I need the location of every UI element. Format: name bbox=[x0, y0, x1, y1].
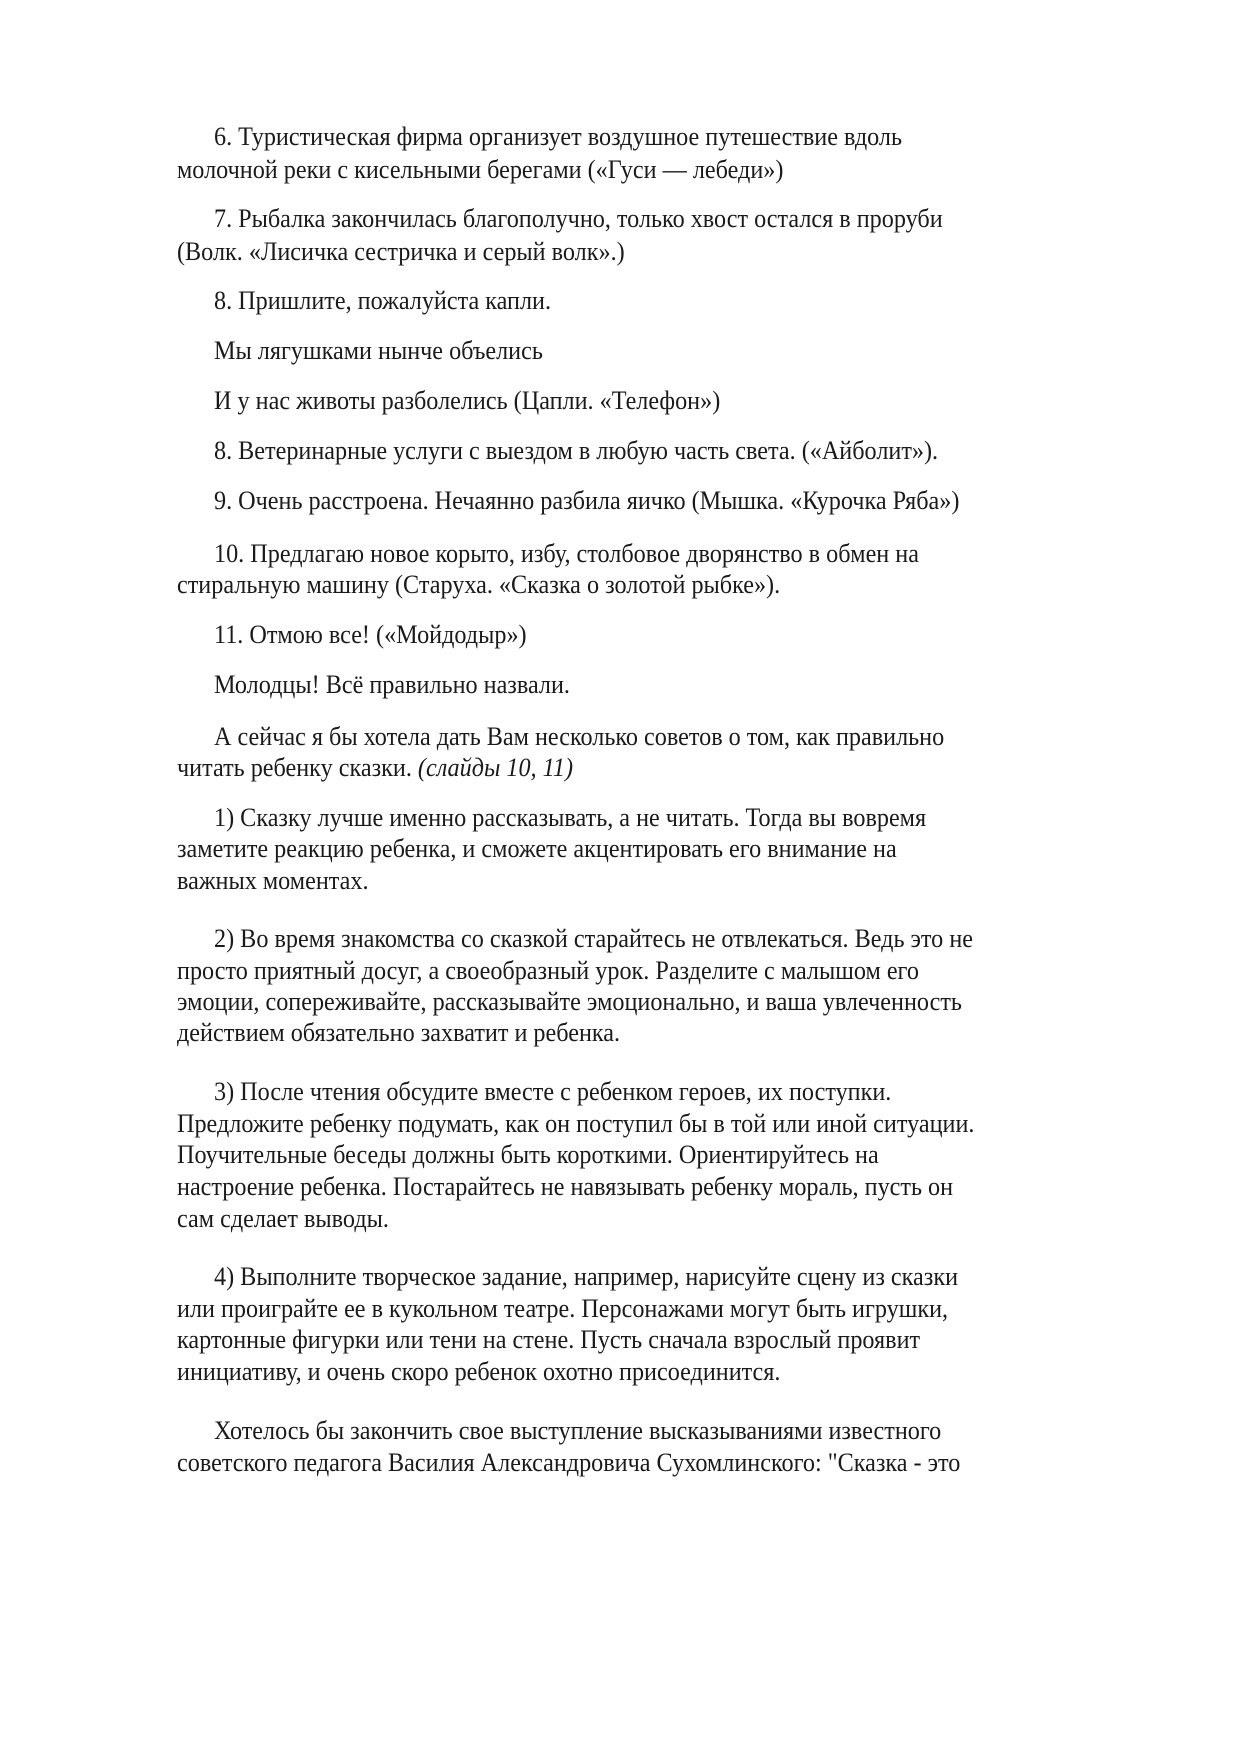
tip-2-line-2: просто приятный досуг, а своеобразный урок. Разделите с малышом его bbox=[177, 956, 919, 985]
tip-2-line-1: 2) Во время знакомства со сказкой старайтесь не отвлекаться. Ведь это не bbox=[214, 924, 973, 953]
item-6-line-1: 6. Туристическая фирма организует воздушное путешествие вдоль bbox=[214, 122, 902, 151]
closing-line-2: советского педагога Василия Александровича Сухомлинского: "Сказка - это bbox=[177, 1448, 961, 1477]
item-8b-line-1: 8. Ветеринарные услуги с выездом в любую часть света. («Айболит»). bbox=[214, 436, 939, 465]
item-11-line-1: 11. Отмою все! («Мойдодыр») bbox=[214, 620, 527, 649]
tip-4-line-1: 4) Выполните творческое задание, например, нарисуйте сцену из сказки bbox=[214, 1262, 959, 1291]
item-8a-line-2: Мы лягушками нынче объелись bbox=[214, 336, 543, 365]
tip-4-line-3: картонные фигурки или тени на стене. Пусть сначала взрослый проявит bbox=[177, 1325, 921, 1354]
tip-4-line-2: или проиграйте ее в кукольном театре. Персонажами могут быть игрушки, bbox=[177, 1294, 949, 1323]
intro-line-2 bbox=[177, 751, 573, 784]
item-10-line-1: 10. Предлагаю новое корыто, избу, столбовое дворянство в обмен на bbox=[214, 539, 919, 568]
item-9-line-1: 9. Очень расстроена. Нечаянно разбила яичко (Мышка. «Курочка Ряба») bbox=[214, 486, 960, 515]
item-7-line-2: (Волк. «Лисичка сестричка и серый волк».) bbox=[177, 237, 625, 266]
intro-text: читать ребенку сказки. bbox=[177, 753, 412, 782]
praise-text: Молодцы! Всё правильно назвали. bbox=[214, 670, 570, 699]
tip-3-line-4: настроение ребенка. Постарайтесь не навязывать ребенку мораль, пусть он bbox=[177, 1172, 954, 1201]
tip-2-line-4: действием обязательно захватит и ребенка. bbox=[177, 1018, 621, 1047]
intro-line-1: А сейчас я бы хотела дать Вам несколько советов о том, как правильно bbox=[214, 722, 945, 751]
closing-line-1: Хотелось бы закончить свое выступление высказываниями известного bbox=[214, 1416, 942, 1445]
item-7-line-1: 7. Рыбалка закончилась благополучно, только хвост остался в проруби bbox=[214, 204, 943, 233]
tip-1-line-2: заметите реакцию ребенка, и сможете акцентировать его внимание на bbox=[177, 834, 897, 863]
tip-1-line-3: важных моментах. bbox=[177, 866, 369, 895]
tip-2-line-3: эмоции, сопереживайте, рассказывайте эмоционально, и ваша увлеченность bbox=[177, 987, 962, 1016]
item-10-line-2: стиральную машину (Старуха. «Сказка о золотой рыбке»). bbox=[177, 570, 781, 599]
item-6-line-2: молочной реки с кисельными берегами («Гуси — лебеди») bbox=[177, 155, 784, 184]
tip-3-line-5: сам сделает выводы. bbox=[177, 1204, 389, 1233]
tip-3-line-2: Предложите ребенку подумать, как он поступил бы в той или иной ситуации. bbox=[177, 1109, 975, 1138]
tip-4-line-4: инициативу, и очень скоро ребенок охотно присоединится. bbox=[177, 1357, 781, 1386]
tip-1-line-1: 1) Сказку лучше именно рассказывать, а не читать. Тогда вы вовремя bbox=[214, 803, 927, 832]
item-8a-line-1: 8. Пришлите, пожалуйста капли. bbox=[214, 286, 552, 315]
slides-note: (слайды 10, 11) bbox=[417, 753, 574, 782]
item-8a-line-3: И у нас животы разболелись (Цапли. «Телефон») bbox=[214, 386, 721, 415]
tip-3-line-1: 3) После чтения обсудите вместе с ребенком героев, их поступки. bbox=[214, 1077, 892, 1106]
tip-3-line-3: Поучительные беседы должны быть короткими. Ориентируйтесь на bbox=[177, 1140, 879, 1169]
